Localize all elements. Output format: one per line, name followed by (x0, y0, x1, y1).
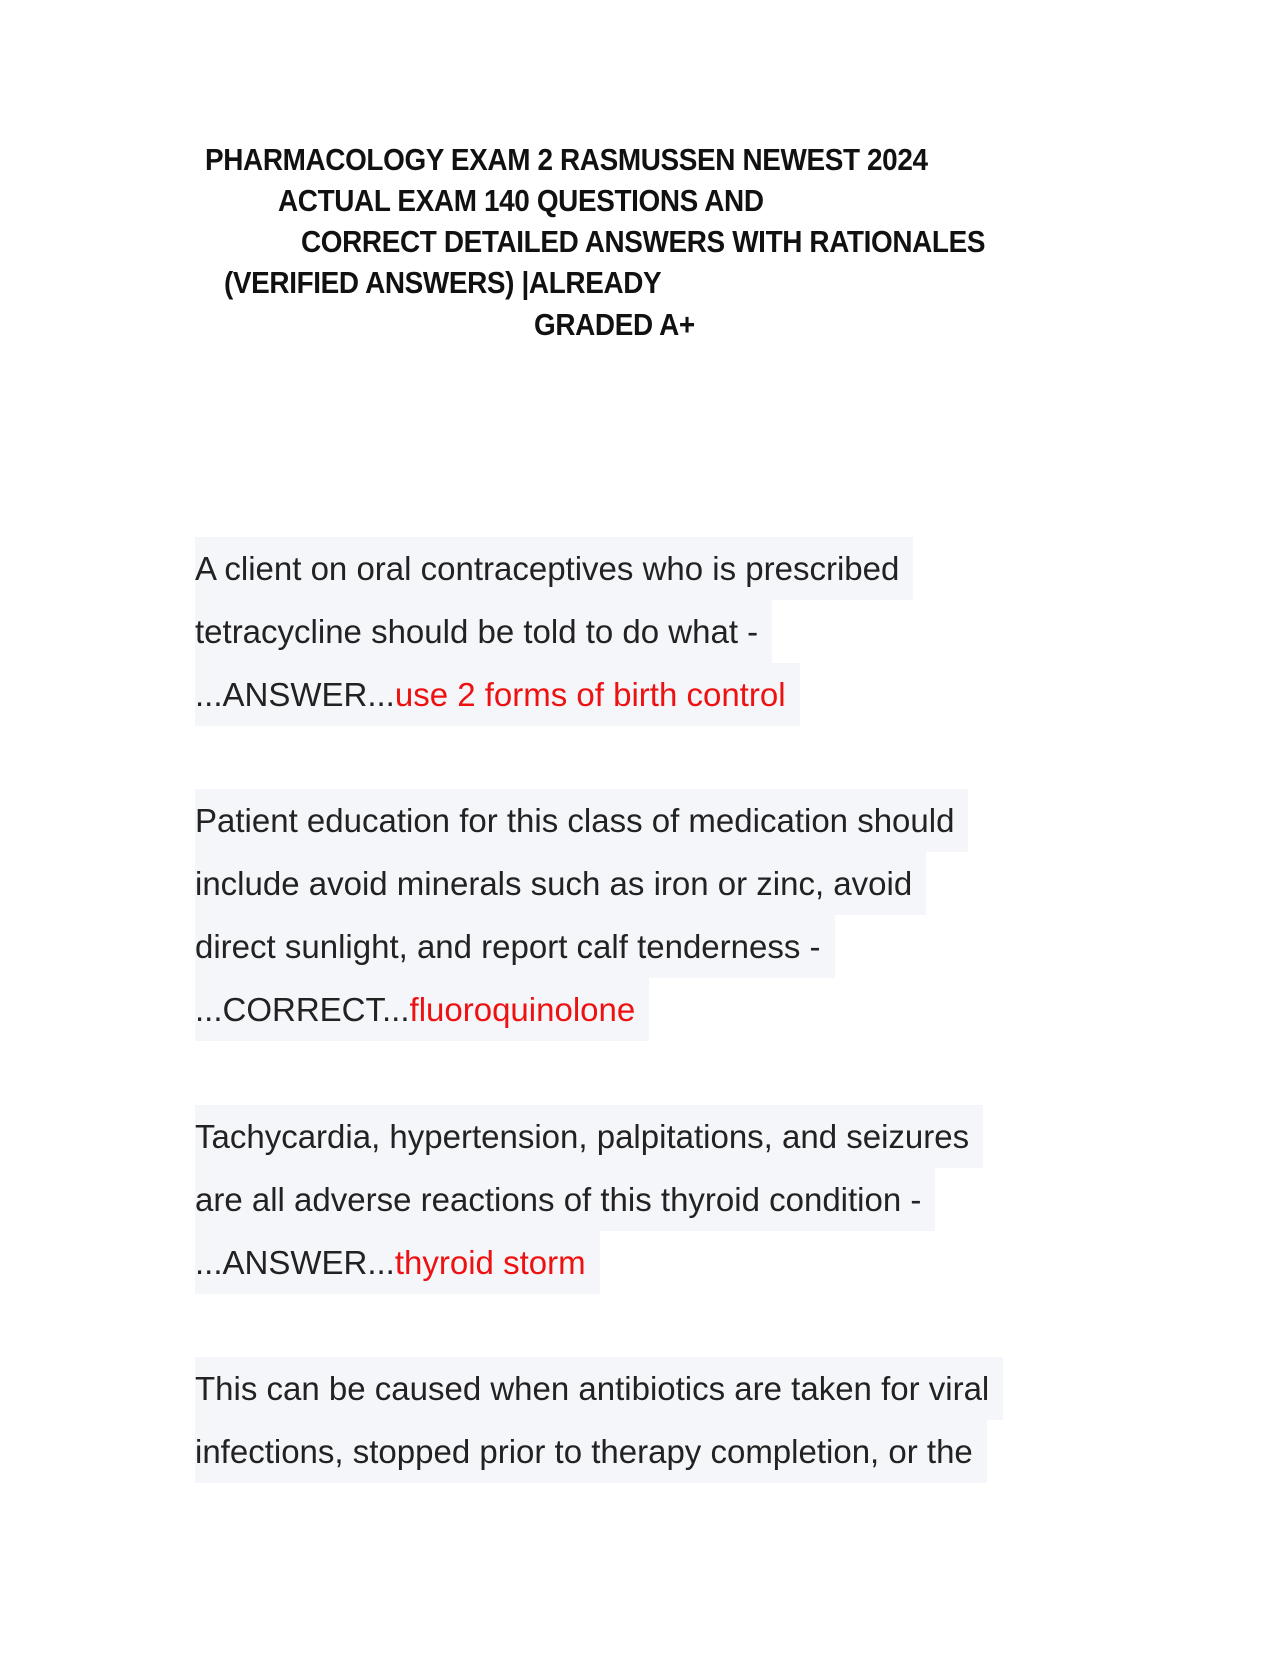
question-2-answer-line (195, 978, 649, 1041)
answer-text: use 2 forms of birth control (394, 676, 786, 713)
question-3-line-1: Tachycardia, hypertension, palpitations, and seizures (195, 1105, 983, 1168)
question-2-line-2: include avoid minerals such as iron or zinc, avoid (195, 852, 926, 915)
answer-text: fluoroquinolone (409, 991, 636, 1028)
question-1-answer-line (195, 663, 800, 726)
question-4-line-2: infections, stopped prior to therapy completion, or the (195, 1420, 987, 1483)
question-1-line-1: A client on oral contraceptives who is prescribed (195, 537, 913, 600)
question-2-line-1: Patient education for this class of medication should (195, 789, 968, 852)
question-3-line-2: are all adverse reactions of this thyroid condition - (195, 1168, 935, 1231)
answer-marker: ...CORRECT... (195, 991, 410, 1028)
answer-text: thyroid storm (394, 1244, 586, 1281)
answer-marker: ...ANSWER... (195, 1244, 395, 1281)
question-2-line-3: direct sunlight, and report calf tenderness - (195, 915, 835, 978)
title-line-2: ACTUAL EXAM 140 QUESTIONS AND (278, 183, 764, 218)
question-4-line-1: This can be caused when antibiotics are taken for viral (195, 1357, 1003, 1420)
title-line-1: PHARMACOLOGY EXAM 2 RASMUSSEN NEWEST 2024 (205, 142, 928, 177)
title-line-4: (VERIFIED ANSWERS) |ALREADY (224, 265, 662, 300)
title-line-3: CORRECT DETAILED ANSWERS WITH RATIONALES (301, 224, 986, 259)
answer-marker: ...ANSWER... (195, 676, 395, 713)
title-line-5: GRADED A+ (534, 307, 695, 342)
question-3-answer-line (195, 1231, 600, 1294)
question-1-line-2: tetracycline should be told to do what - (195, 600, 772, 663)
